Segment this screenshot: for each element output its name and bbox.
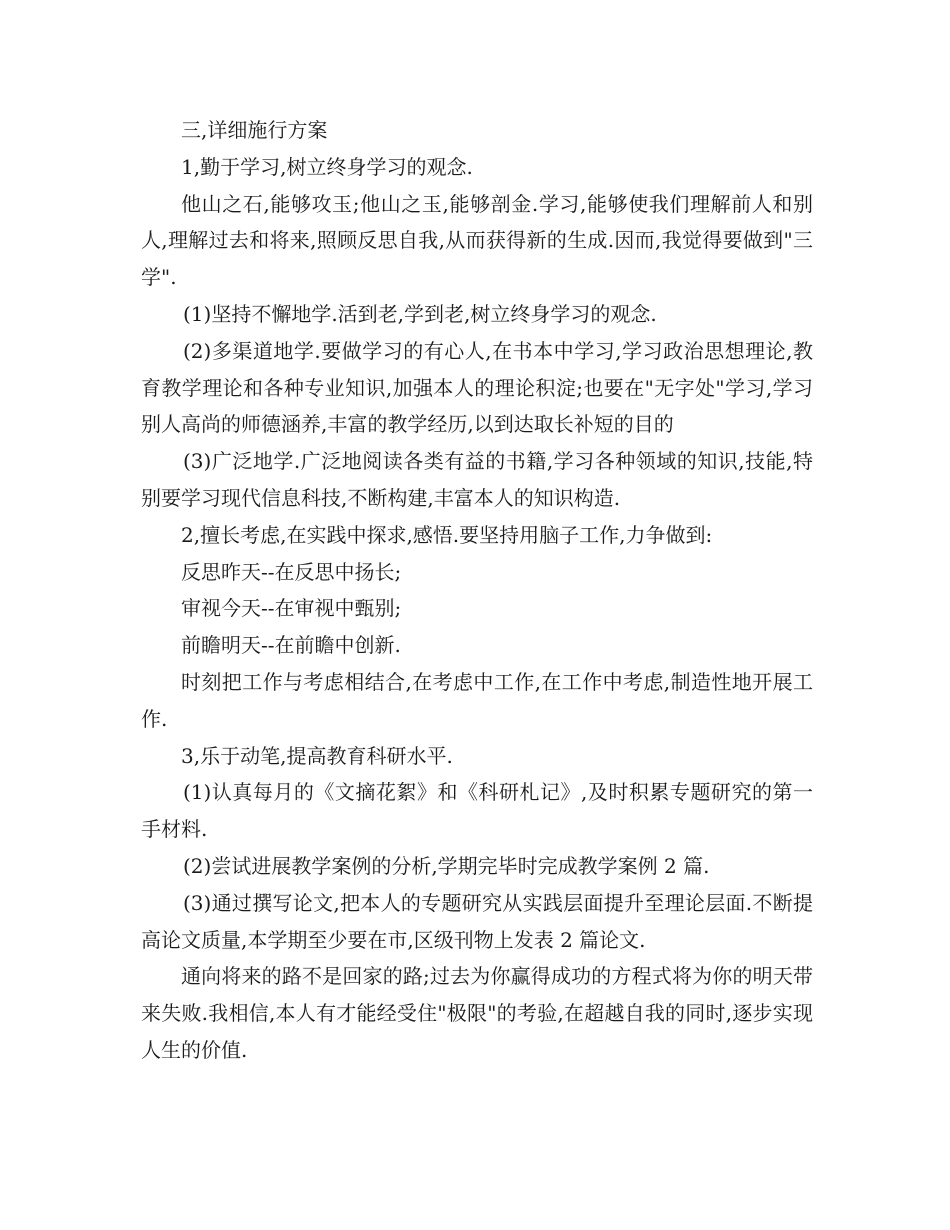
list-item: (3)通过撰写论文,把本人的专题研究从实践层面提升至理论层面.不断提高论文质量,本学期至少要在市,区级刊物上发表 2 篇论文.	[141, 890, 813, 952]
paragraph: 审视今天--在审视中甄别;	[181, 596, 402, 621]
subheading-1: 1,勤于学习,树立终身学习的观念.	[181, 154, 473, 179]
section-heading: 三,详细施行方案	[181, 118, 328, 142]
paragraph: 反思昨天--在反思中扬长;	[181, 559, 402, 584]
list-item: (1)认真每月的《文摘花絮》和《科研札记》,及时积累专题研究的第一手材料.	[141, 780, 813, 842]
list-item: (2)尝试进展教学案例的分析,学期完毕时完成教学案例 2 篇.	[183, 853, 710, 878]
list-item: (1)坚持不懈地学.活到老,学到老,树立终身学习的观念.	[183, 301, 657, 326]
paragraph: 他山之石,能够攻玉;他山之玉,能够剖金.学习,能够使我们理解前人和别人,理解过去和将来,照顾反思自我,从而获得新的生成.因而,我觉得要做到"三学".	[141, 191, 813, 290]
list-item: (3)广泛地学.广泛地阅读各类有益的书籍,学习各种领域的知识,技能,特别要学习现代信息科技,不断构建,丰富本人的知识构造.	[141, 449, 813, 510]
paragraph: 时刻把工作与考虑相结合,在考虑中工作,在工作中考虑,制造性地开展工作.	[141, 669, 813, 731]
closing-paragraph: 通向将来的路不是回家的路;过去为你赢得成功的方程式将为你的明天带来失败.我相信,本人有才能经受住"极限"的考验,在超越自我的同时,逐步实现人生的价值.	[141, 964, 813, 1062]
subheading-3: 3,乐于动笔,提高教育科研水平.	[181, 743, 453, 768]
document-body	[141, 112, 813, 1069]
paragraph: 前瞻明天--在前瞻中创新.	[181, 633, 401, 658]
subheading-2: 2,擅长考虑,在实践中探求,感悟.要坚持用脑子工作,力争做到:	[181, 522, 713, 547]
list-item: (2)多渠道地学.要做学习的有心人,在书本中学习,学习政治思想理论,教育教学理论和各种专业知识,加强本人的理论积淀;也要在"无字处"学习,学习别人高尚的师德涵养,丰富的教学经历,以到达取长补短的目的	[141, 338, 813, 437]
